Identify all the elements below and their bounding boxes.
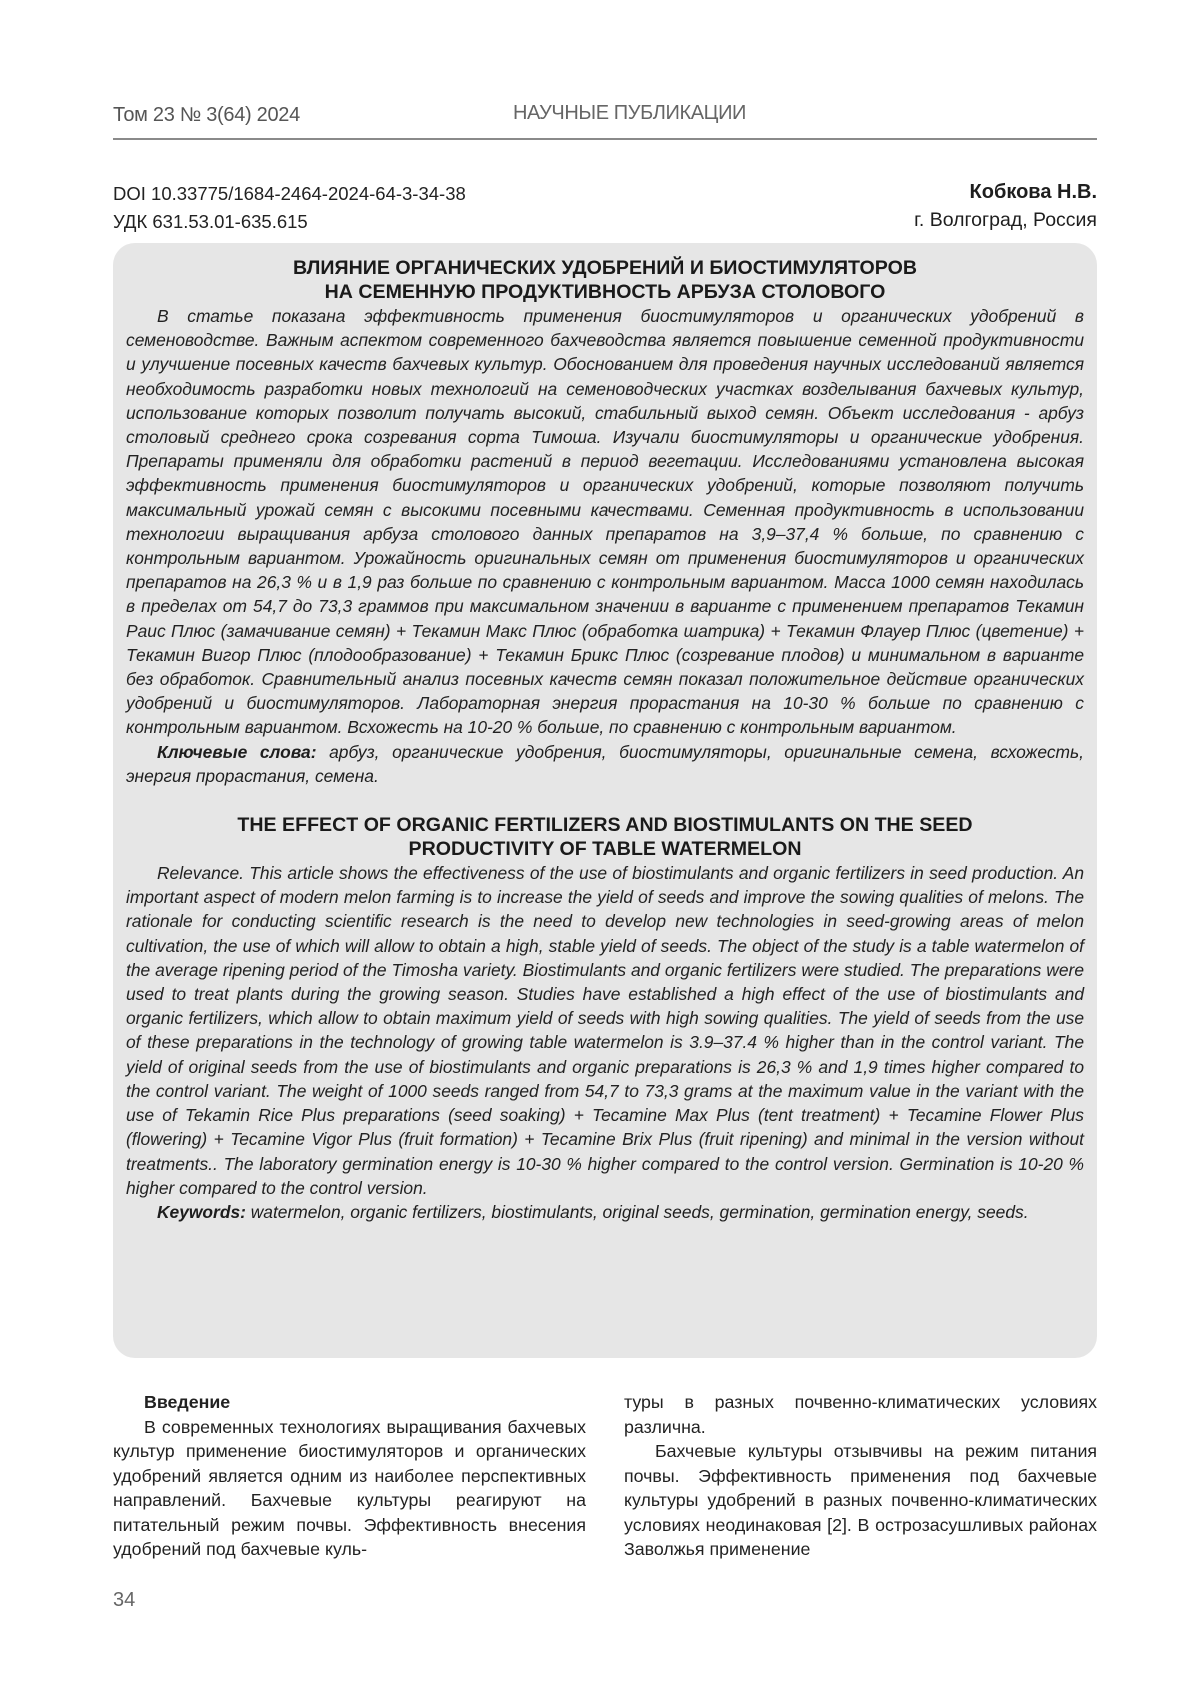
page-number: 34 [113, 1589, 136, 1611]
running-header [113, 104, 1097, 140]
journal-issue: Том 23 № 3(64) 2024 [113, 104, 300, 126]
abstract-box [113, 243, 1097, 1358]
right-paragraph-2: Бахчевые культуры отзывчивы на режим питания почвы. Эффективность применения под бахчевые культуры удобрений в разных почвенно-климатических условиях неодинаковая [2]. В острозасушливых районах Заволжья применение [624, 1441, 1097, 1559]
russian-abstract: В статье показана эффективность применения биостимуляторов и органических удобрений в семеноводстве. Важным аспектом современного бахчеводства является повышение семенной продуктивности и улучшение посевных качеств бахчевых культур. Обоснованием для проведения научных исследований является необходимость разработки новых технологий на семеноводческих участках возделывания бахчевых культур, использование которых позволит получать высокий, стабильный выход семян. Объект исследования - арбуз столовый среднего срока созревания сорта Тимоша. Изучали биостимуляторы и органические удобрения. Препараты применяли для обработки растений в период вегетации. Исследованиями установлена высокая эффективность применения биостимуляторов и органических удобрений, которые позволяют получить максимальный урожай семян с высокими посевными качествами. Семенная продуктивность в использовании технологии выращивания арбуза столового данных препаратов на 3,9–37,4 % больше, по сравнению с контрольным вариантом. Урожайность оригинальных семян от применения биостимуляторов и органических препаратов на 26,3 % и в 1,9 раз больше по сравнению с контрольным вариантом. Масса 1000 семян находилась в пределах от 54,7 до 73,3 граммов при максимальном значении в варианте с применением препаратов Текамин Раис Плюс (замачивание семян) + Текамин Макс Плюс (обработка шатрика) + Текамин Флауер Плюс (цветение) + Текамин Вигор Плюс (плодообразование) + Текамин Брикс Плюс (созревание плодов) и минимальном в варианте без обработок. Сравнительный анализ посевных качеств семян показал положительное действие органических удобрений и биостимуляторов. Лабораторная энергия прорастания на 10-30 % больше по сравнению с контрольным вариантом. Всхожесть на 10-20 % больше, по сравнению с контрольным вариантом. [126, 306, 1084, 738]
russian-title-line-1: ВЛИЯНИЕ ОРГАНИЧЕСКИХ УДОБРЕНИЙ И БИОСТИМУЛЯТОРОВ [293, 257, 917, 279]
russian-title-line-2: НА СЕМЕННУЮ ПРОДУКТИВНОСТЬ АРБУЗА СТОЛОВОГО [324, 281, 886, 303]
introduction-heading: Введение [144, 1392, 231, 1412]
russian-keywords [126, 740, 1084, 788]
udk: УДК 631.53.01-635.615 [113, 211, 308, 232]
right-column [624, 1390, 1097, 1562]
english-abstract: Relevance. This article shows the effectiveness of the use of biostimulants and organic fertilizers in seed production. An important aspect of modern melon farming is to increase the yield of seeds and improve the sowing qualities of melons. The rationale for conducting scientific research is the need to develop new technologies in seed-growing areas of melon cultivation, the use of which will allow to obtain a high, stable yield of seeds. The object of the study is a table watermelon of the average ripening period of the Timosha variety. Biostimulants and organic fertilizers were studied. The preparations were used to treat plants during the growing season. Studies have established a high effect of the use of biostimulants and organic fertilizers, which allow to obtain maximum yield of seeds with high sowing qualities. The yield of seeds from the use of these preparations in the technology of growing table watermelon is 3.9–37.4 % higher than in the control variant. The yield of original seeds from the use of biostimulants and organic preparations is 26,3 % and 1,9 times higher compared to the control variant. The weight of 1000 seeds ranged from 54,7 to 73,3 grams at the maximum value in the variant with the use of Tekamin Rice Plus preparations (seed soaking) + Tecamine Max Plus (tent treatment) + Tecamine Flower Plus (flowering) + Tecamine Vigor Plus (fruit formation) + Tecamine Brix Plus (fruit ripening) and minimal in the version without treatments.. The laboratory germination energy is 10-30 % higher compared to the control version. Germination is 10-20 % higher compared to the control version. [126, 863, 1084, 1198]
left-column [113, 1390, 586, 1562]
english-title-line-2: PRODUCTIVITY OF TABLE WATERMELON [408, 838, 802, 861]
author-name: Кобкова Н.В. [969, 181, 1097, 203]
left-paragraph: В современных технологиях выращивания бахчевых культур применение биостимуляторов и органических удобрений является одним из наиболее перспективных направлений. Бахчевые культуры реагируют на питательный режим почвы. Эффективность внесения удобрений под бахчевые куль- [113, 1416, 586, 1559]
english-keywords-label: Keywords: [157, 1201, 246, 1222]
doi: DOI 10.33775/1684-2464-2024-64-3-34-38 [113, 183, 466, 204]
english-keywords-text: watermelon, organic fertilizers, biostimulants, original seeds, germination, germination energy, seeds. [250, 1201, 1029, 1222]
author-block [914, 178, 1097, 234]
english-keywords [126, 1200, 1084, 1224]
russian-title [126, 256, 1084, 304]
russian-keywords-text: арбуз, органические удобрения, биостимуляторы, оригинальные семена, всхожесть, энергия прорастания, семена. [126, 741, 1084, 786]
author-location: г. Волгоград, Россия [914, 209, 1097, 231]
russian-keywords-label: Ключевые слова: [157, 741, 317, 762]
english-title [126, 813, 1084, 861]
right-paragraph-1: туры в разных почвенно-климатических условиях различна. [624, 1392, 1097, 1437]
section-title: НАУЧНЫЕ ПУБЛИКАЦИИ [513, 102, 747, 124]
english-title-line-1: THE EFFECT OF ORGANIC FERTILIZERS AND BIOSTIMULANTS ON THE SEED [237, 814, 973, 837]
article-identifiers [113, 180, 466, 236]
